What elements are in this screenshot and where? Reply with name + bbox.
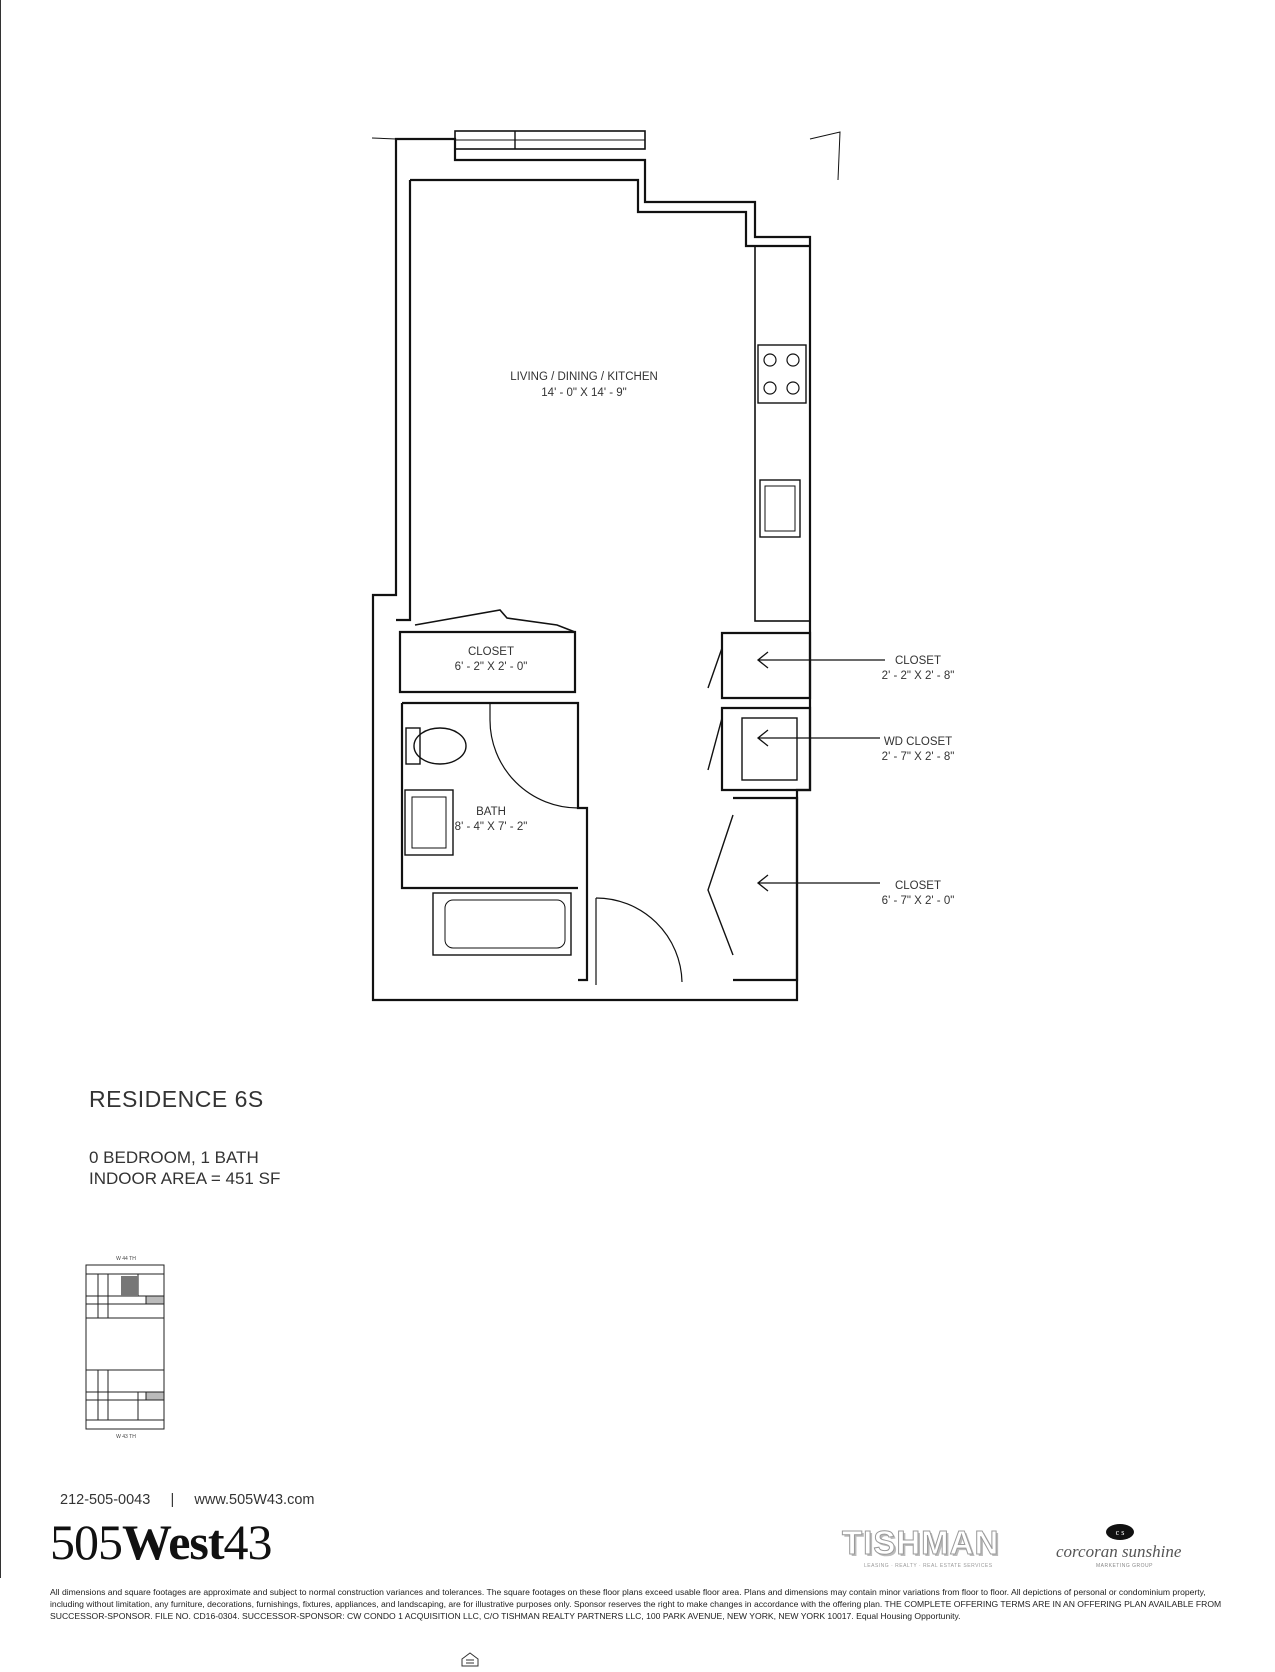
brand-logo — [50, 1513, 272, 1571]
label-bath: BATH — [476, 806, 506, 818]
brand-number-b: 43 — [223, 1514, 272, 1570]
washer-dryer — [742, 718, 797, 780]
inner-wall-left — [396, 180, 410, 620]
indoor-area: INDOOR AREA = 451 SF — [89, 1169, 281, 1188]
toilet — [414, 728, 466, 764]
keyplan-bottom-street: W 43 TH — [116, 1434, 136, 1440]
callout-arrow-closet-b — [758, 652, 885, 668]
kitchen-counter — [755, 246, 810, 621]
dims-closet-a: 6' - 2" X 2' - 0" — [454, 661, 528, 673]
dims-bath: 8' - 4" X 7' - 2" — [454, 821, 528, 833]
closet-b-wall — [722, 633, 810, 698]
contact-line — [60, 1492, 314, 1508]
tishman-logo: TISHMAN — [842, 1524, 1000, 1561]
dims-closet-b: 2' - 2" X 2' - 8" — [881, 670, 955, 682]
kitchen-sink — [760, 480, 800, 537]
corcoran-tagline: MARKETING GROUP — [1096, 1563, 1153, 1569]
label-closet-a: CLOSET — [467, 646, 515, 658]
label-closet-b: CLOSET — [894, 655, 942, 667]
range-cooktop — [758, 345, 806, 403]
svg-text:c s: c s — [1115, 1528, 1125, 1537]
keyplan-unit-highlight — [121, 1276, 138, 1296]
outer-wall — [373, 139, 810, 1000]
keyplan-top-street: W 44 TH — [116, 1256, 136, 1262]
bedroom-count: 0 BEDROOM, 1 BATH — [89, 1148, 259, 1167]
callout-arrow-wd-closet — [758, 730, 880, 746]
dims-closet-c: 6' - 7" X 2' - 0" — [881, 895, 955, 907]
label-living: LIVING / DINING / KITCHEN — [510, 371, 658, 383]
brand-word: West — [122, 1514, 224, 1570]
key-plan — [86, 1256, 164, 1440]
corcoran-logo-mark — [1106, 1524, 1134, 1540]
corcoran-logo: corcoran sunshine — [1056, 1542, 1182, 1561]
bath-door-swing — [490, 720, 578, 808]
dims-living: 14' - 0" X 14' - 9" — [541, 387, 627, 399]
inner-wall — [410, 180, 810, 246]
label-wd-closet: WD CLOSET — [883, 736, 953, 748]
phone-number: 212-505-0043 — [60, 1492, 151, 1508]
equal-housing-icon — [462, 1653, 478, 1666]
legal-disclaimer: All dimensions and square footages are approximate and subject to normal construction variances and tolerances. The square footages on these floor plans exceed usable floor area. Plans and dimensions may contain minor variations from floor to floor. All depictions of personal or condominium property, including without limitation, any furniture, decorations, furnishings, fixtures, appliances, and landscaping, are for illustrative purposes only. Sponsor reserves the right to make changes in accordance with the offering plan. THE COMPLETE OFFERING TERMS ARE IN AN OFFERING PLAN AVAILABLE FROM SUCCESSOR-SPONSOR. FILE NO. CD16-0304. SUCCESSOR-SPONSOR: CW CONDO 1 ACQUISITION LLC, C/O TISHMAN REALTY PARTNERS LLC, 100 PARK AVENUE, NEW YORK, NEW YORK 10017. Equal Housing Opportunity. — [50, 1587, 1222, 1621]
entry-door-swing — [596, 898, 682, 982]
callout-arrow-closet-c — [758, 875, 880, 891]
brand-number-a: 505 — [50, 1514, 122, 1570]
label-closet-c: CLOSET — [894, 880, 942, 892]
dims-wd-closet: 2' - 7" X 2' - 8" — [881, 751, 955, 763]
residence-title: RESIDENCE 6S — [89, 1086, 264, 1112]
closet-a-doors — [415, 610, 575, 632]
bath-wall — [402, 703, 587, 980]
tishman-tagline: LEASING · REALTY · REAL ESTATE SERVICES — [864, 1563, 993, 1569]
website-link[interactable]: www.505W43.com — [194, 1492, 315, 1508]
contact-separator: | — [170, 1492, 175, 1508]
bathtub — [433, 893, 571, 955]
